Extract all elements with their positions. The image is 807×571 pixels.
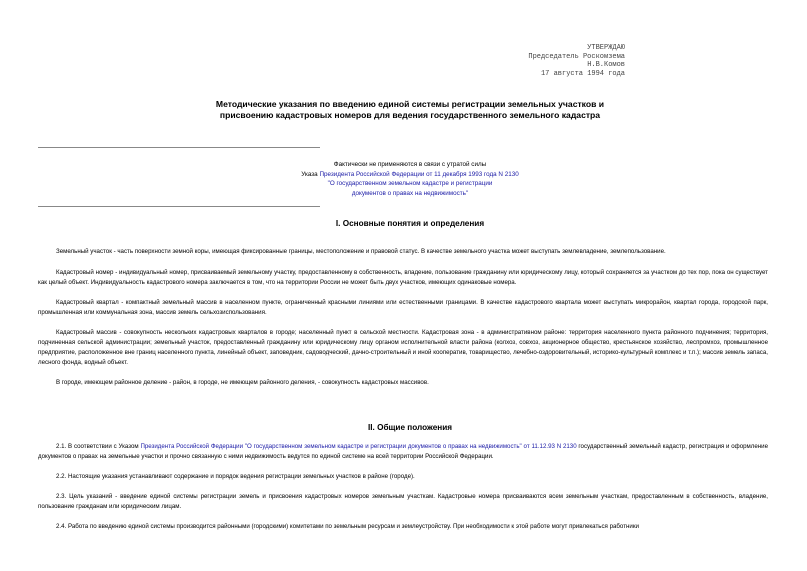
status-note-line: Фактически не применяются в связи с утратой силы xyxy=(333,161,487,168)
divider xyxy=(38,147,320,148)
approval-line: Председатель Роскомзема xyxy=(528,52,625,61)
paragraph-text: 2.1. В соответствии с Указом xyxy=(56,443,141,450)
paragraph: Кадастровый квартал - компактный земельный массив в населенном пункте, ограниченный красными линиями или естественными границами. В качестве кадастрового квартала может выступать микрорайон, квартал города, городской парк, промышленная или коммунальная зона, массив земель сельхозиспользования. xyxy=(38,299,768,316)
paragraph: 2.3. Цель указаний - введение единой системы регистрации земель и присвоения кадастровых номеров земельным участкам. Кадастровые номера присваиваются всем земельным участкам, предоставленным в собственность, владение, пользование гражданам или юридическим лицам. xyxy=(38,493,768,510)
section-heading: II. Общие положения xyxy=(367,423,453,432)
paragraph: 2.2. Настоящие указания устанавливают содержание и порядок ведения регистрации земельных участков в районе (городе). xyxy=(56,473,415,480)
decree-link[interactable]: Президента Российской Федерации от 11 декабря 1993 года N 2130 xyxy=(319,170,519,178)
divider xyxy=(38,206,320,207)
approval-line: УТВЕРЖДАЮ xyxy=(587,44,625,52)
paragraph: 2.4. Работа по введению единой системы производится районными (городскими) комитетами по земельным ресурсам и землеустройству. При необходимости к этой работе могут привлекаться работники xyxy=(56,523,639,530)
decree-link[interactable]: Президента Российской Федерации "О государственном земельном кадастре и регистрации документов о правах на недвижимость" от 11.12.93 N 2130 xyxy=(140,443,577,450)
approval-line: 17 августа 1994 года xyxy=(540,69,625,78)
paragraph: Кадастровый номер - индивидуальный номер, присваиваемый земельному участку, предоставленному в собственность, владение, пользование гражданину или юридическому лицу, который сохраняется за участком до тех пор, пока он существует как целый объект. Индивидуальность кадастрового номера заключается в том, что на территории России не может быть двух участков, имеющих одинаковые номера. xyxy=(38,269,768,286)
section-heading: I. Основные понятия и определения xyxy=(335,219,485,228)
status-note xyxy=(200,160,620,198)
paragraph-text: государственный земельный кадастр, регистрация и оформление документов о правах на земельные участки и прочно связанную с ними недвижимость ведутся по единой системе на всей территории Российской Федерации. xyxy=(38,443,769,460)
status-note-prefix: Указа xyxy=(301,170,320,178)
paragraph: Земельный участок - часть поверхности земной коры, имеющая фиксированные границы, местоположение и правовой статус. В качестве земельного участка может выступать землевладение, землепользование. xyxy=(56,248,666,255)
paragraph: В городе, имеющем районное деление - район, в городе, не имеющем районного деления, - совокупность кадастровых массивов. xyxy=(56,379,429,386)
decree-link-line[interactable]: документов о правах на недвижимость" xyxy=(351,189,469,197)
approval-block xyxy=(528,44,625,78)
status-note-line xyxy=(200,170,620,180)
document-title: Методические указания по введению единой системы регистрации земельных участков и присвоению кадастровых номеров для ведения государственного земельного кадастра xyxy=(215,99,605,120)
decree-link-line[interactable]: "О государственном земельном кадастре и регистрации xyxy=(327,180,493,187)
paragraph: Кадастровый массив - совокупность нескольких кадастровых кварталов в городе; населенный пункт в сельской местности. Кадастровая зона - в административном районе: территория населенного пункта районного подчинения; территория, подчиненная сельской администрации; земельный участок, предоставленный гражданину или юридическому лицу органом исполнительной власти района (колхоз, совхоз, акционерное общество, крестьянское хозяйство, леспромхоз, промышленное предприятие, расположенное вне границ населенного пункта, линейный объект, заповедник, садоводческий, дачно-строительный и иной кооператив, товарищество, лечебно-оздоровительный, историко-культурный комплекс и т.п.); массив земель запаса, лесного фонда, водный объект. xyxy=(38,329,768,366)
approval-line: Н.В.Комов xyxy=(587,61,625,69)
paragraph xyxy=(38,442,768,462)
